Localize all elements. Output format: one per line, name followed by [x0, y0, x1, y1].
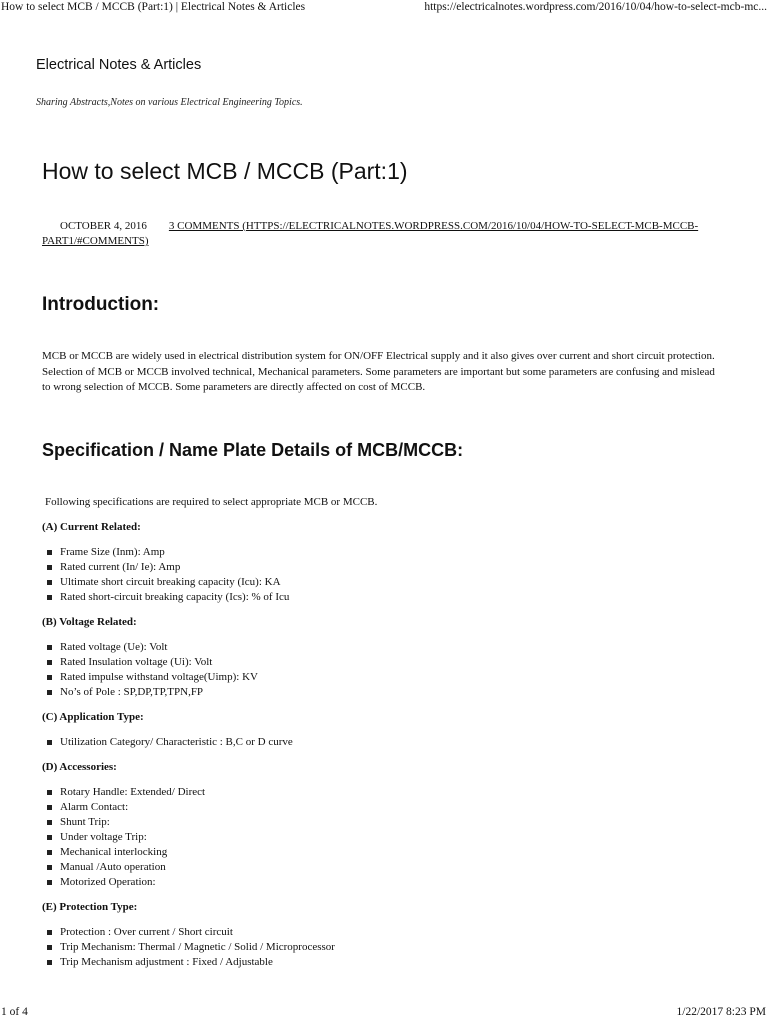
list-item	[42, 560, 722, 575]
list-item-text: Alarm Contact:	[60, 801, 129, 813]
list-item	[42, 800, 722, 815]
list-item	[42, 940, 722, 955]
print-datetime: 1/22/2017 8:23 PM	[676, 1006, 766, 1018]
post-meta	[42, 219, 702, 249]
list-item-text: Mechanical interlocking	[60, 846, 168, 858]
list-item	[42, 670, 722, 685]
square-bullet-icon	[47, 850, 52, 855]
print-header-title: How to select MCB / MCCB (Part:1) | Electrical Notes & Articles	[1, 1, 306, 13]
list-item	[42, 845, 722, 860]
list-item-text: Protection : Over current / Short circuit	[60, 926, 233, 938]
list-item-text: Shunt Trip:	[60, 816, 110, 828]
spec-list	[42, 925, 722, 970]
spec-list	[42, 785, 722, 890]
specification-body	[42, 495, 722, 980]
square-bullet-icon	[47, 930, 52, 935]
spec-section	[42, 900, 722, 970]
list-item	[42, 860, 722, 875]
spec-section-heading: (E) Protection Type:	[42, 901, 138, 913]
introduction-heading: Introduction:	[42, 294, 160, 315]
square-bullet-icon	[47, 565, 52, 570]
square-bullet-icon	[47, 960, 52, 965]
spec-section	[42, 615, 722, 700]
square-bullet-icon	[47, 550, 52, 555]
list-item	[42, 575, 722, 590]
list-item-text: Rated short-circuit breaking capacity (Ics): % of Icu	[60, 591, 290, 603]
spec-list	[42, 545, 722, 605]
list-item	[42, 590, 722, 605]
spec-section-heading: (B) Voltage Related:	[42, 616, 137, 628]
square-bullet-icon	[47, 660, 52, 665]
post-title: How to select MCB / MCCB (Part:1)	[42, 158, 408, 184]
list-item-text: Manual /Auto operation	[60, 861, 166, 873]
list-item-text: Rated impulse withstand voltage(Uimp): KV	[60, 671, 258, 683]
list-item-text: Rated voltage (Ue): Volt	[60, 641, 168, 653]
square-bullet-icon	[47, 580, 52, 585]
list-item	[42, 545, 722, 560]
square-bullet-icon	[47, 790, 52, 795]
square-bullet-icon	[47, 690, 52, 695]
spec-list	[42, 735, 722, 750]
square-bullet-icon	[47, 805, 52, 810]
list-item-text: Motorized Operation:	[60, 876, 156, 888]
site-tagline: Sharing Abstracts,Notes on various Electrical Engineering Topics.	[36, 97, 303, 108]
square-bullet-icon	[47, 945, 52, 950]
list-item	[42, 685, 722, 700]
list-item	[42, 640, 722, 655]
square-bullet-icon	[47, 595, 52, 600]
square-bullet-icon	[47, 865, 52, 870]
post-date: OCTOBER 4, 2016	[60, 220, 147, 232]
spec-section	[42, 520, 722, 605]
list-item-text: Rated current (In/ Ie): Amp	[60, 561, 181, 573]
list-item	[42, 830, 722, 845]
list-item	[42, 655, 722, 670]
page-number: 1 of 4	[1, 1006, 28, 1018]
list-item	[42, 735, 722, 750]
list-item-text: Trip Mechanism adjustment : Fixed / Adjustable	[60, 956, 273, 968]
list-item-text: Trip Mechanism: Thermal / Magnetic / Solid / Microprocessor	[60, 941, 335, 953]
introduction-paragraph: MCB or MCCB are widely used in electrical distribution system for ON/OFF Electrical supply and it also gives over current and short circuit protection. Selection of MCB or MCCB involved technical, Mechanical parameters. Some parameters are important but some parameters are confusing and mislead to wrong selection of MCCB. Some parameters are directly affected on cost of MCCB.	[42, 350, 715, 393]
print-header-url: https://electricalnotes.wordpress.com/2016/10/04/how-to-select-mcb-mc...	[424, 1, 767, 13]
comments-link[interactable]: 3 COMMENTS (HTTPS://ELECTRICALNOTES.WORDPRESS.COM/2016/10/04/HOW-TO-SELECT-MCB-MCCB-PART1/#COMMENTS)	[42, 220, 699, 247]
spec-section	[42, 710, 722, 750]
specification-sections	[42, 520, 722, 970]
square-bullet-icon	[47, 675, 52, 680]
list-item	[42, 785, 722, 800]
list-item-text: Ultimate short circuit breaking capacity (Icu): KA	[60, 576, 281, 588]
list-item-text: Under voltage Trip:	[60, 831, 147, 843]
list-item	[42, 955, 722, 970]
list-item	[42, 925, 722, 940]
print-header	[0, 0, 768, 16]
specification-heading: Specification / Name Plate Details of MCB/MCCB:	[42, 440, 464, 460]
square-bullet-icon	[47, 820, 52, 825]
spec-section-heading: (A) Current Related:	[42, 521, 141, 533]
spec-section-heading: (D) Accessories:	[42, 761, 117, 773]
square-bullet-icon	[47, 835, 52, 840]
square-bullet-icon	[47, 880, 52, 885]
spec-section	[42, 760, 722, 890]
site-title[interactable]: Electrical Notes & Articles	[36, 57, 202, 73]
spec-list	[42, 640, 722, 700]
list-item-text: Frame Size (Inm): Amp	[60, 546, 165, 558]
square-bullet-icon	[47, 645, 52, 650]
spec-section-heading: (C) Application Type:	[42, 711, 144, 723]
list-item-text: Rated Insulation voltage (Ui): Volt	[60, 656, 213, 668]
list-item	[42, 875, 722, 890]
specification-intro: Following specifications are required to select appropriate MCB or MCCB.	[45, 496, 378, 508]
list-item-text: Utilization Category/ Characteristic : B,C or D curve	[60, 736, 293, 748]
list-item-text: No’s of Pole : SP,DP,TP,TPN,FP	[60, 686, 204, 698]
square-bullet-icon	[47, 740, 52, 745]
list-item	[42, 815, 722, 830]
list-item-text: Rotary Handle: Extended/ Direct	[60, 786, 206, 798]
